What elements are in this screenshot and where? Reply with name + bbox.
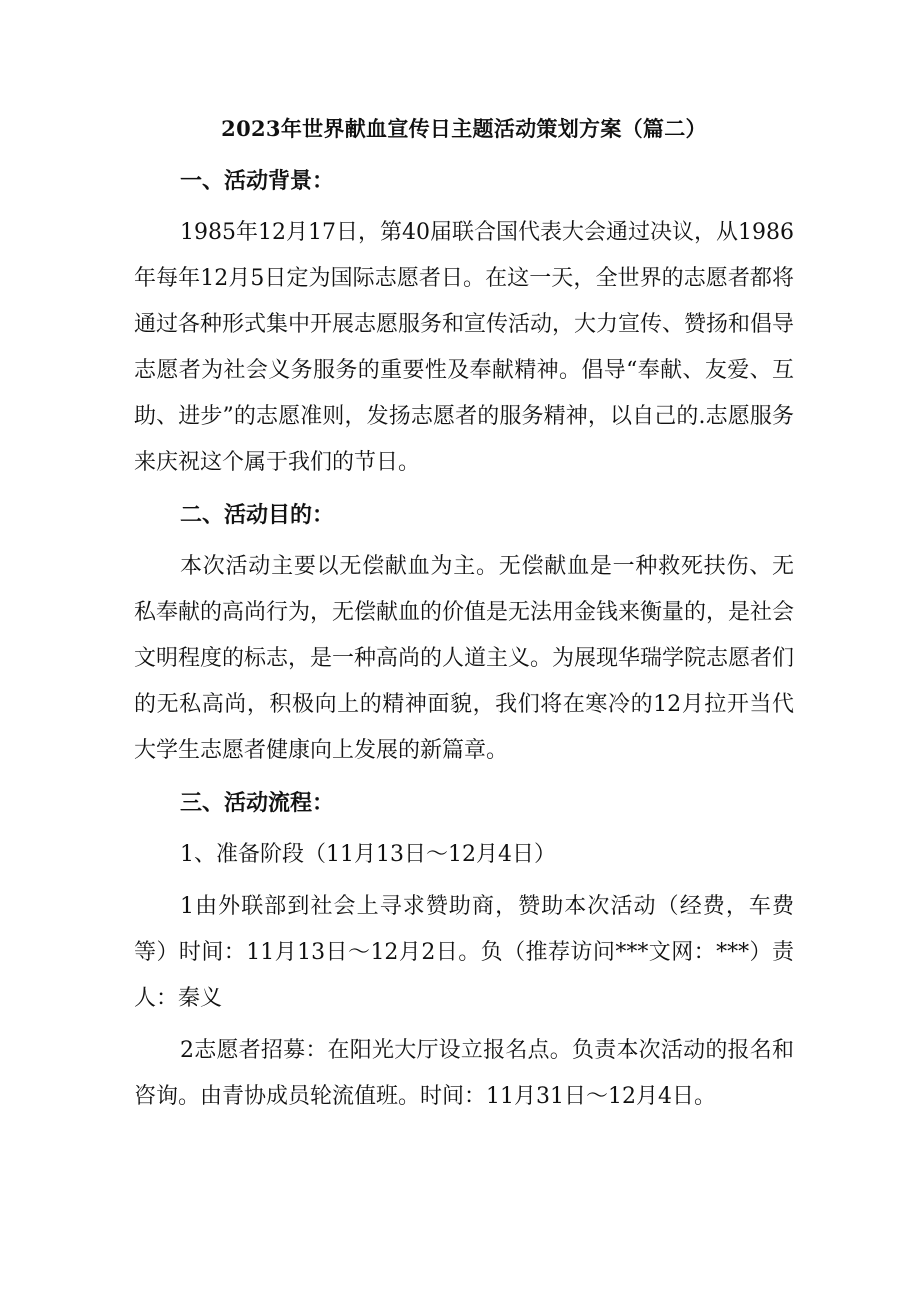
section-text-background: 1985年12月17日，第40届联合国代表大会通过决议，从1986年每年12月5日定为国际志愿者日。在这一天，全世界的志愿者都将通过各种形式集中开展志愿服务和宣传活动，大力宣传、赞扬和倡导志愿者为社会义务服务的重要性及奉献精神。倡导“奉献、友爱、互助、进步”的志愿准则，发扬志愿者的服务精神，以自己的.志愿服务来庆祝这个属于我们的节日。 <box>134 220 795 475</box>
document-body <box>134 112 794 1126</box>
section-heading-purpose: 二、活动目的： <box>180 502 335 528</box>
process-item-2: 2志愿者招募：在阳光大厅设立报名点。负责本次活动的报名和咨询。由青协成员轮流值班。时间：11月31日～12月4日。 <box>134 1038 794 1109</box>
process-item-1: 1由外联部到社会上寻求赞助商，赞助本次活动（经费，车费等）时间：11月13日～12月2日。负（推荐访问***文网：***）责人：秦义 <box>134 894 794 1011</box>
section-heading-process: 三、活动流程： <box>180 790 335 816</box>
section-text-purpose: 本次活动主要以无偿献血为主。无偿献血是一种救死扶伤、无私奉献的高尚行为，无偿献血的价值是无法用金钱来衡量的，是社会文明程度的标志，是一种高尚的人道主义。为展现华瑞学院志愿者们的无私高尚，积极向上的精神面貌，我们将在寒冷的12月拉开当代大学生志愿者健康向上发展的新篇章。 <box>134 554 795 763</box>
process-stage-1: 1、准备阶段（11月13日～12月4日） <box>180 842 556 867</box>
document-title: 2023年世界献血宣传日主题活动策划方案（篇二） <box>221 116 707 141</box>
section-heading-background: 一、活动背景： <box>180 168 335 194</box>
